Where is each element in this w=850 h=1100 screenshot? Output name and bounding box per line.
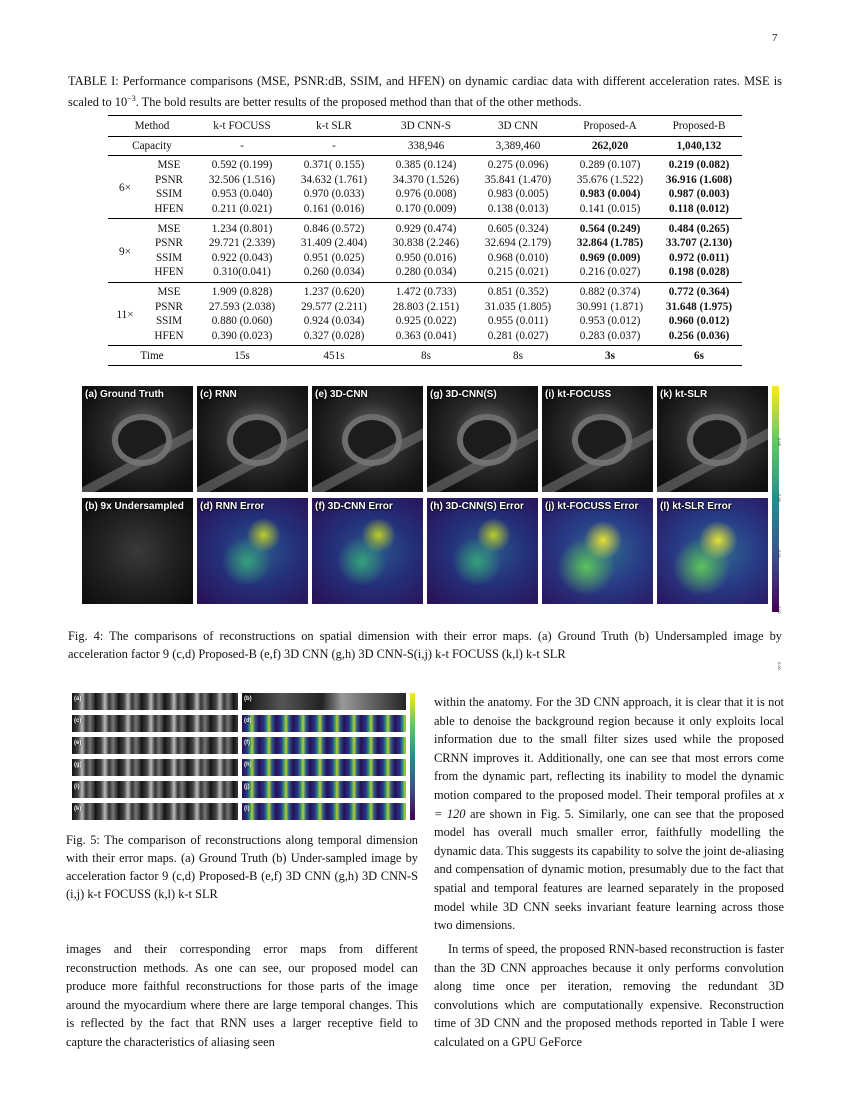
panel-label: (d) RNN Error xyxy=(200,501,265,512)
table-cell: Capacity xyxy=(108,137,196,156)
table-cell: 0.219 (0.082) xyxy=(668,159,730,172)
table-row xyxy=(108,329,742,346)
strip-label: (l) xyxy=(244,806,250,812)
table-cell: 0.215 (0.021) xyxy=(472,265,564,282)
table-caption-exponent: −3 xyxy=(127,94,136,103)
table-cell: 0.851 (0.352) xyxy=(487,286,549,299)
table-caption-suffix: . The bold results are better results of the proposed method than that of the other methods. xyxy=(135,95,582,110)
table-cell: 0.969 (0.009) xyxy=(579,251,641,264)
page-number: 7 xyxy=(772,32,778,44)
table-row xyxy=(108,173,742,188)
table-cell: 31.035 (1.805) xyxy=(484,300,552,313)
figure-5-caption: Fig. 5: The comparison of reconstructions along temporal dimension with their error maps. (a) Ground Truth (b) Under-sampled image by acceleration factor 9 (c,d) Proposed-B (e,f) 3D CNN (g,h) 3D CNN-S (i,j) k-t FOCUSS (k,l) k-t SLR xyxy=(66,833,418,901)
table-cell: 35.841 (1.470) xyxy=(484,173,552,186)
table-cell: 0.772 (0.364) xyxy=(668,286,730,299)
table-row xyxy=(108,236,742,251)
table-cell: - xyxy=(288,137,380,156)
table-cell: 3s xyxy=(564,346,656,366)
table-cell: 0.987 (0.003) xyxy=(668,188,730,201)
table-cell: 451s xyxy=(288,346,380,366)
table-header-cell: Proposed-B xyxy=(656,116,742,137)
table-cell: 0.983 (0.004) xyxy=(579,188,641,201)
metric-label: MSE xyxy=(157,222,181,235)
table-cell: 36.916 (1.608) xyxy=(665,173,733,186)
temporal-error-strip xyxy=(242,803,406,820)
table-cell: 0.950 (0.016) xyxy=(395,251,457,264)
results-table xyxy=(108,115,742,366)
error-map-panel xyxy=(197,498,308,604)
strip-label: (d) xyxy=(244,718,252,724)
table-cell: 8s xyxy=(472,346,564,366)
error-map-panel xyxy=(312,498,423,604)
panel-label: (c) RNN xyxy=(200,389,237,400)
table-cell: 0.924 (0.034) xyxy=(303,315,365,328)
temporal-error-strip xyxy=(242,715,406,732)
panel-label: (l) kt-SLR Error xyxy=(660,501,732,512)
table-cell: 0.211 (0.021) xyxy=(196,202,288,219)
table-cell: 0.275 (0.096) xyxy=(487,159,549,172)
table-row-capacity xyxy=(108,137,742,156)
table-cell: 35.676 (1.522) xyxy=(576,173,644,186)
table-cell: 0.327 (0.028) xyxy=(288,329,380,346)
metric-label: HFEN xyxy=(142,265,196,282)
panel-label: (g) 3D-CNN(S) xyxy=(430,389,497,400)
table-row xyxy=(108,219,742,236)
table-cell: 0.170 (0.009) xyxy=(380,202,472,219)
table-cell: 0.953 (0.012) xyxy=(579,315,641,328)
table-cell: - xyxy=(196,137,288,156)
table-header-cell: Method xyxy=(108,116,196,137)
table-cell: 0.289 (0.107) xyxy=(579,159,641,172)
table-cell: 0.161 (0.016) xyxy=(288,202,380,219)
table-header-cell: 3D CNN xyxy=(472,116,564,137)
reconstruction-panel xyxy=(657,386,768,492)
table-cell: 0.280 (0.034) xyxy=(380,265,472,282)
table-cell: 262,020 xyxy=(564,137,656,156)
metric-label: MSE xyxy=(157,286,181,299)
table-cell: 0.198 (0.028) xyxy=(656,265,742,282)
colorbar-tick: 0.02 xyxy=(777,606,782,614)
reconstruction-panel xyxy=(542,386,653,492)
table-cell: 0.256 (0.036) xyxy=(656,329,742,346)
undersampled-panel xyxy=(82,498,193,604)
panel-label: (h) 3D-CNN(S) Error xyxy=(430,501,524,512)
table-cell: 1.472 (0.733) xyxy=(395,286,457,299)
table-row xyxy=(108,156,742,173)
table-row xyxy=(108,299,742,314)
metric-label: PSNR xyxy=(155,173,183,186)
acceleration-factor: 6× xyxy=(108,156,142,219)
table-cell: 0.390 (0.023) xyxy=(196,329,288,346)
panel-label: (e) 3D-CNN xyxy=(315,389,368,400)
table-cell: 0.925 (0.022) xyxy=(395,315,457,328)
table-cell: 0.141 (0.015) xyxy=(564,202,656,219)
table-caption xyxy=(68,72,782,111)
acceleration-factor: 9× xyxy=(108,219,142,282)
temporal-profile-strip xyxy=(72,803,238,820)
error-map-panel xyxy=(657,498,768,604)
table-cell: 31.409 (2.404) xyxy=(300,237,368,250)
table-header-cell: Proposed-A xyxy=(564,116,656,137)
metric-label: HFEN xyxy=(142,202,196,219)
table-row xyxy=(108,251,742,266)
table-cell: 32.864 (1.785) xyxy=(576,237,644,250)
colorbar-tick: 0.08 xyxy=(777,438,782,446)
table-cell: Time xyxy=(108,346,196,366)
temporal-profile-strip xyxy=(72,693,238,710)
panel-label: (b) 9x Undersampled xyxy=(85,501,184,512)
table-cell: 29.721 (2.339) xyxy=(208,237,276,250)
table-cell: 0.929 (0.474) xyxy=(395,222,457,235)
strip-label: (j) xyxy=(244,784,250,790)
table-row xyxy=(108,282,742,299)
table-cell: 6s xyxy=(656,346,742,366)
table-header-cell: k-t SLR xyxy=(288,116,380,137)
colorbar-tick: 0.04 xyxy=(777,550,782,558)
reconstruction-panel xyxy=(312,386,423,492)
table-cell: 1.234 (0.801) xyxy=(211,222,273,235)
temporal-error-strip xyxy=(242,737,406,754)
metric-label: SSIM xyxy=(155,188,183,201)
temporal-profile-strip xyxy=(72,781,238,798)
table-header-cell: k-t FOCUSS xyxy=(196,116,288,137)
metric-label: PSNR xyxy=(155,237,183,250)
right-column-paragraph-2: In terms of speed, the proposed RNN-based reconstruction is faster than the 3D CNN approaches because it only performs convolution along time once per iteration, removing the redundant 3D convolutions which are computationally expensive. Reconstruction time of 3D CNN and the proposed methods reported in Table I were calculated on a GPU GeForce xyxy=(434,942,784,1049)
strip-label: (b) xyxy=(244,696,252,702)
table-row-time xyxy=(108,346,742,366)
table-cell: 0.983 (0.005) xyxy=(487,188,549,201)
strip-label: (i) xyxy=(74,784,80,790)
reconstruction-panel xyxy=(427,386,538,492)
table-cell: 0.592 (0.199) xyxy=(211,159,273,172)
table-cell: 0.138 (0.013) xyxy=(472,202,564,219)
strip-label: (f) xyxy=(244,740,250,746)
panel-label: (a) Ground Truth xyxy=(85,389,164,400)
table-cell: 15s xyxy=(196,346,288,366)
table-row xyxy=(108,187,742,202)
table-row xyxy=(108,265,742,282)
strip-label: (g) xyxy=(74,762,82,768)
table-cell: 0.970 (0.033) xyxy=(303,188,365,201)
temporal-profile-strip xyxy=(72,737,238,754)
table-cell: 33.707 (2.130) xyxy=(665,237,733,250)
table-cell: 32.694 (2.179) xyxy=(484,237,552,250)
table-cell: 0.281 (0.027) xyxy=(472,329,564,346)
metric-label: PSNR xyxy=(155,300,183,313)
table-cell: 31.648 (1.975) xyxy=(665,300,733,313)
reconstruction-panel xyxy=(197,386,308,492)
strip-label: (h) xyxy=(244,762,252,768)
left-column-paragraph: images and their corresponding error maps from different reconstruction methods. As one can see, our proposed model can produce more faithful reconstructions for those parts of the image around the myocardium where there are large temporal changes. This is reflected by the fact that RNN uses a larger receptive field to capture the characteristics of aliasing seen xyxy=(66,942,418,1049)
math-x-120: x = 120 xyxy=(434,787,784,821)
table-cell: 0.371( 0.155) xyxy=(303,159,365,172)
table-cell: 0.955 (0.011) xyxy=(487,315,549,328)
table-cell: 0.951 (0.025) xyxy=(303,251,365,264)
strip-label: (k) xyxy=(74,806,82,812)
figure-5 xyxy=(72,693,418,820)
temporal-error-strip xyxy=(242,759,406,776)
table-cell: 0.310(0.041) xyxy=(196,265,288,282)
table-cell: 0.385 (0.124) xyxy=(395,159,457,172)
table-cell: 34.632 (1.761) xyxy=(300,173,368,186)
table-cell: 338,946 xyxy=(380,137,472,156)
metric-label: SSIM xyxy=(155,251,183,264)
panel-label: (k) kt-SLR xyxy=(660,389,708,400)
table-cell: 0.960 (0.012) xyxy=(668,315,730,328)
table-cell: 27.593 (2.038) xyxy=(208,300,276,313)
colorbar-tick: 0.00 xyxy=(777,662,782,670)
figure-4-caption: Fig. 4: The comparisons of reconstructions on spatial dimension with their error maps. (a) Ground Truth (b) Undersampled image by acceleration factor 9 (c,d) Proposed-B (e,f) 3D CNN (g,h) 3D CNN-S(i,j) k-t FOCUSS (k,l) k-t SLR xyxy=(68,629,782,661)
table-cell: 0.846 (0.572) xyxy=(303,222,365,235)
table-cell: 0.880 (0.060) xyxy=(211,315,273,328)
temporal-error-strip xyxy=(242,781,406,798)
right-column-paragraph-1: within the anatomy. For the 3D CNN approach, it is clear that it is not able to denoise the background region because it only exploits local information due to the small filter sizes used while the proposed CRNN improves it. Additionally, one can see that most errors come from the dynamic part, reflecting its inability to model the dynamic motion compared to the proposed model. Their temporal profiles at x = 120 are shown in Fig. 5. Similarly, one can see that the proposed model has overall much smaller error, faithfully modelling the dynamic data. This suggests its capability to solve the joint de-aliasing and compensation of dynamic motion, presumably due to the fact that spatial and temporal features are learned separately in the proposed model while 3D CNN seeks invariant feature learning across those two dimensions. xyxy=(434,695,784,933)
table-cell: 0.283 (0.037) xyxy=(564,329,656,346)
temporal-profile-strip xyxy=(72,715,238,732)
table-cell: 0.216 (0.027) xyxy=(564,265,656,282)
temporal-profile-strip xyxy=(72,759,238,776)
error-map-panel xyxy=(542,498,653,604)
table-cell: 0.972 (0.011) xyxy=(669,251,729,264)
panel-label: (j) kt-FOCUSS Error xyxy=(545,501,639,512)
table-cell: 0.922 (0.043) xyxy=(211,251,273,264)
table-row xyxy=(108,202,742,219)
acceleration-factor: 11× xyxy=(108,282,142,345)
table-caption-prefix: TABLE I: Performance comparisons (MSE, PSNR:dB, SSIM, and HFEN) on dynamic cardiac data with different acceleration rates. MSE is scaled to 10 xyxy=(68,74,782,110)
table-cell: 30.838 (2.246) xyxy=(392,237,460,250)
metric-label: HFEN xyxy=(142,329,196,346)
colorbar xyxy=(410,693,415,820)
strip-label: (a) xyxy=(74,696,82,702)
table-cell: 0.260 (0.034) xyxy=(288,265,380,282)
error-map-panel xyxy=(427,498,538,604)
table-cell: 0.363 (0.041) xyxy=(380,329,472,346)
table-cell: 0.118 (0.012) xyxy=(656,202,742,219)
table-cell: 30.991 (1.871) xyxy=(576,300,644,313)
table-header-cell: 3D CNN-S xyxy=(380,116,472,137)
table-cell: 0.882 (0.374) xyxy=(579,286,641,299)
panel-label: (f) 3D-CNN Error xyxy=(315,501,393,512)
table-cell: 0.976 (0.008) xyxy=(395,188,457,201)
table-cell: 0.564 (0.249) xyxy=(579,222,641,235)
table-cell: 1,040,132 xyxy=(656,137,742,156)
table-header-row xyxy=(108,116,742,137)
metric-label: SSIM xyxy=(155,315,183,328)
table-cell: 0.968 (0.010) xyxy=(487,251,549,264)
table-cell: 3,389,460 xyxy=(472,137,564,156)
table-cell: 32.506 (1.516) xyxy=(208,173,276,186)
metric-label: MSE xyxy=(157,159,181,172)
reconstruction-panel xyxy=(82,386,193,492)
colorbar-tick: 0.06 xyxy=(777,494,782,502)
table-cell: 34.370 (1.526) xyxy=(392,173,460,186)
strip-label: (e) xyxy=(74,740,82,746)
table-cell: 8s xyxy=(380,346,472,366)
table-cell: 28.803 (2.151) xyxy=(392,300,460,313)
table-cell: 1.237 (0.620) xyxy=(303,286,365,299)
table-cell: 1.909 (0.828) xyxy=(211,286,273,299)
table-cell: 0.605 (0.324) xyxy=(487,222,549,235)
table-cell: 0.484 (0.265) xyxy=(668,222,730,235)
table-cell: 0.953 (0.040) xyxy=(211,188,273,201)
undersampled-strip xyxy=(242,693,406,710)
table-cell: 29.577 (2.211) xyxy=(301,300,367,313)
table-row xyxy=(108,314,742,329)
strip-label: (c) xyxy=(74,718,82,724)
panel-label: (i) kt-FOCUSS xyxy=(545,389,612,400)
